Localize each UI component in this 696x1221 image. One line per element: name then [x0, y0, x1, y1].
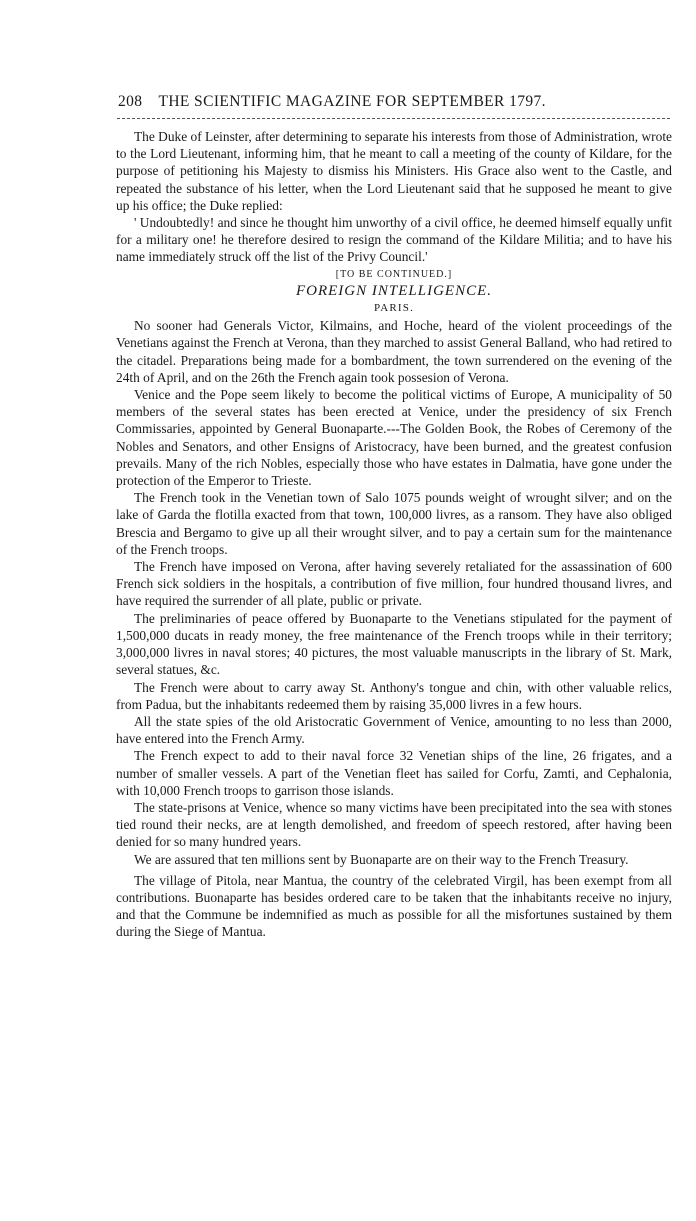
running-title: THE SCIENTIFIC MAGAZINE FOR SEPTEMBER 1797. [158, 93, 546, 110]
news-paragraph: The preliminaries of peace offered by Buonaparte to the Venetians stipulated for the payment of 1,500,000 ducats in ready money, the free maintenance of the French troops while in their territory; 3,000,000 livres in naval stores; 40 pictures, the most valuable manuscripts in the library of St. Mark, several statues, &c. [116, 610, 672, 678]
news-paragraph: Venice and the Pope seem likely to become the political victims of Europe, A municipality of 50 members of the several states has been erected at Venice, under the presidency of six French Commissaries, appointed by General Buonaparte.---The Golden Book, the Robes of Ceremony of the Nobles and Senators, and other Ensigns of Aristocracy, have been burned, and the greatest confusion prevails. Many of the rich Nobles, especially those who have estates in Dalmatia, have gone under the protection of the Emperor to Trieste. [116, 387, 672, 489]
news-paragraph: The French have imposed on Verona, after having severely retaliated for the assassination of 600 French sick soldiers in the hospitals, a contribution of five million, four hundred thousand livres, and have required the surrender of all plate, public or private. [116, 559, 672, 609]
section-title: FOREIGN INTELLIGENCE. [295, 282, 492, 299]
final-paragraph: The village of Pitola, near Mantua, the country of the celebrated Virgil, has been exempt from all contributions. Buonaparte has besides ordered care to be taken that the inhabitants receive no injury, and that the Commune be indemnified as much as possible for all the misfortunes sustained by them during the Siege of Mantua. [116, 872, 672, 940]
header-rule [117, 118, 670, 119]
article-body [116, 128, 672, 941]
to-be-continued: [TO BE CONTINUED.] [335, 268, 453, 280]
running-header [118, 93, 670, 111]
page-number: 208 [118, 93, 143, 110]
news-paragraph: The French were about to carry away St. Anthony's tongue and chin, with other valuable relics, from Padua, but the inhabitants redeemed them by raising 35,000 livres in a few hours. [116, 679, 672, 712]
news-paragraph: The state-prisons at Venice, whence so many victims have been precipitated into the sea with stones tied round their necks, are at length demolished, and freedom of speech restored, after having been denied for so many hundred years. [116, 799, 672, 850]
news-paragraph: The French expect to add to their naval force 32 Venetian ships of the line, 26 frigates, and a number of smaller vessels. A part of the Venetian fleet has sailed for Corfu, Zamti, and Cephalonia, with 10,000 French troops to garrison those islands. [116, 748, 672, 798]
news-paragraph: The French took in the Venetian town of Salo 1075 pounds weight of wrought silver; and on the lake of Garda the flotilla exacted from that town, 100,000 livres, as a ransom. They have also obliged Brescia and Bergamo to give up all their wrought silver, and to pay a certain sum for the maintenance of the French troops. [116, 490, 672, 557]
leinster-quote: ' Undoubtedly! and since he thought him unworthy of a civil office, he deemed himself equally unfit for a military one! he therefore desired to resign the command of the Kildare Militia; and to have his name immediately struck off the list of the Privy Council.' [116, 215, 672, 265]
news-paragraph: We are assured that ten millions sent by Buonaparte are on their way to the French Treasury. [134, 851, 629, 867]
leinster-paragraph: The Duke of Leinster, after determining to separate his interests from those of Administration, wrote to the Lord Lieutenant, informing him, that he meant to call a meeting of the county of Kildare, for the purpose of petitioning his Majesty to dismiss his Ministers. His Grace also went to the Castle, and repeated the substance of his letter, when the Lord Lieutenant said that he supposed he meant to give up his office; the Duke replied: [116, 129, 672, 213]
news-paragraph: No sooner had Generals Victor, Kilmains, and Hoche, heard of the violent proceedings of the Venetians against the French at Verona, than they marched to assist General Balland, who had retired to the citadel. Preparations being made for a bombardment, the town surrendered on the evening of the 24th of April, and on the 26th the French again took possesion of Verona. [116, 318, 672, 385]
news-paragraph: All the state spies of the old Aristocratic Government of Venice, amounting to no less than 2000, have entered into the French Army. [116, 713, 672, 747]
dateline-place: PARIS. [373, 302, 415, 315]
